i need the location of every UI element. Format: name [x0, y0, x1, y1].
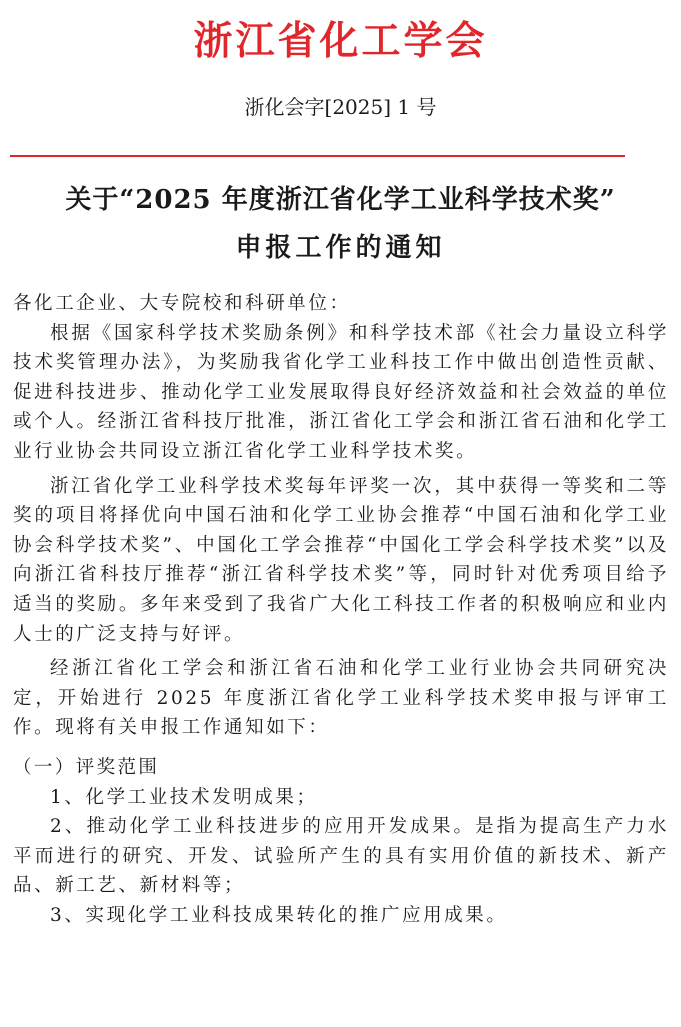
notice-title-line-2: 申报工作的通知 — [235, 233, 446, 263]
notice-title-line-1: 关于“2025 年度浙江省化学工业科学技术奖” — [65, 185, 616, 215]
body-paragraph-2: 浙江省化学工业科学技术奖每年评奖一次，其中获得一等奖和二等奖的项目将择优向中国石油和化学工业协会推荐“中国石油和化学工业协会科学技术奖”、中国化工学会推荐“中国化工学会科学技术奖”以及向浙江省科技厅推荐“浙江省科学技术奖”等，同时针对优秀项目给予适当的奖励。多年来受到了我省广大化工科技工作者的积极响应和业内人士的广泛支持与好评。 — [13, 475, 669, 645]
salutation: 各化工企业、大专院校和科研单位： — [13, 293, 351, 314]
body-paragraph-1: 根据《国家科学技术奖励条例》和科学技术部《社会力量设立科学技术奖管理办法》，为奖励我省化学工业科技工作中做出创造性贡献、促进科技进步、推动化学工业发展取得良好经济效益和社会效益的单位或个人。经浙江省科技厅批准，浙江省化工学会和浙江省石油和化学工业行业协会共同设立浙江省化学工业科学技术奖。 — [13, 322, 669, 462]
document-number: 浙化会字[2025] 1 号 — [244, 95, 437, 119]
notice-body — [13, 289, 669, 930]
scope-item-1: 1、化学工业技术发明成果； — [50, 786, 318, 808]
organization-letterhead: 浙江省化工学会 — [193, 19, 488, 64]
section-heading-award-scope: （一）评奖范围 — [13, 756, 160, 778]
red-divider-line — [10, 155, 625, 157]
scope-item-2: 2、推动化学工业科技进步的应用开发成果。是指为提高生产力水平而进行的研究、开发、试验所产生的具有实用价值的新技术、新产品、新工艺、新材料等； — [13, 816, 669, 897]
scope-item-3: 3、实现化学工业科技成果转化的推广应用成果。 — [50, 904, 508, 926]
body-paragraph-3: 经浙江省化工学会和浙江省石油和化学工业行业协会共同研究决定，开始进行 2025 年度浙江省化学工业科学技术奖申报与评审工作。现将有关申报工作通知如下： — [13, 658, 669, 739]
